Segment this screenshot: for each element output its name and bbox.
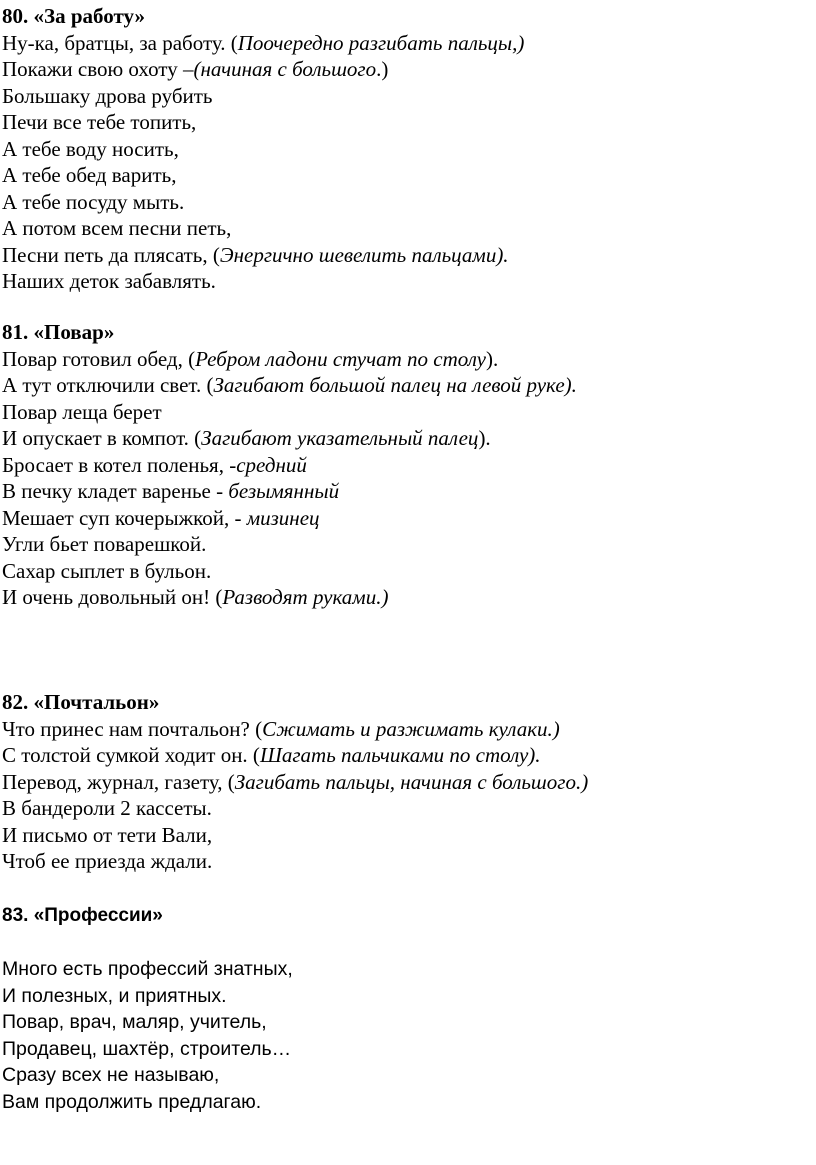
poem-line: Печи все тебе топить,	[2, 110, 197, 134]
section-title: 80. «За работу»	[2, 4, 146, 28]
poem-line: Сразу всех не называю,	[2, 1064, 220, 1086]
poem-line: Перевод, журнал, газету, (Загибать пальцы, начиная с большого.)	[2, 769, 589, 794]
poem-line: А тебе воду носить,	[2, 136, 179, 161]
poem-line: Ну-ка, братцы, за работу. (Поочередно разгибать пальцы,)	[2, 30, 525, 55]
section-title: 82. «Почтальон»	[2, 690, 160, 714]
poem-line: А тут отключили свет. (Загибают большой палец на левой руке).	[2, 373, 577, 397]
poem-line: И опускает в компот. (Загибают указательный палец).	[2, 426, 491, 450]
instruction-note: Сжимать и разжимать кулаки.)	[262, 716, 560, 741]
section-professii	[2, 903, 293, 1115]
poem-line: Вам продолжить предлагаю.	[2, 1090, 262, 1113]
instruction-note: Энергично шевелить пальцами).	[219, 242, 509, 267]
section-za-rabotu	[2, 3, 524, 295]
poem-line: А потом всем песни петь,	[2, 216, 232, 240]
poem-line: И полезных, и приятных.	[2, 984, 227, 1007]
poem-line: Покажи свою охоту –(начиная с большого.)	[2, 57, 389, 81]
poem-line: Много есть профессий знатных,	[2, 958, 293, 980]
section-title: 81. «Повар»	[2, 320, 115, 344]
instruction-note: Поочередно разгибать пальцы,)	[237, 30, 525, 55]
instruction-note: безымянный	[228, 479, 340, 503]
instruction-note: Шагать пальчиками по столу).	[259, 743, 541, 767]
instruction-note: Разводят руками.)	[222, 585, 389, 609]
instruction-note: средний	[236, 452, 307, 477]
section-povar	[2, 319, 577, 611]
poem-line: Повар готовил обед, (Ребром ладони стучат по столу).	[2, 346, 499, 371]
poem-line: И очень довольный он! (Разводят руками.)	[2, 585, 389, 609]
section-pochtalon	[2, 689, 588, 875]
instruction-note: Ребром ладони стучат по столу	[195, 346, 486, 371]
poem-line: Повар, врач, маляр, учитель,	[2, 1011, 267, 1033]
poem-line: А тебе обед варить,	[2, 163, 177, 187]
poem-line: В бандероли 2 кассеты.	[2, 796, 212, 820]
instruction-note: мизинец	[246, 505, 320, 530]
poem-line: Угли бьет поварешкой.	[2, 532, 207, 556]
poem-line: Песни петь да плясать, (Энергично шевелить пальцами).	[2, 242, 509, 267]
poem-line: В печку кладет варенье - безымянный	[2, 479, 340, 503]
poem-line: С толстой сумкой ходит он. (Шагать пальчиками по столу).	[2, 743, 541, 767]
poem-line: Продавец, шахтёр, строитель…	[2, 1037, 292, 1060]
instruction-note: (начиная с большого	[193, 57, 377, 81]
section-title: 83. «Профессии»	[2, 905, 163, 926]
poem-line: Сахар сыплет в бульон.	[2, 558, 212, 583]
poem-line: Мешает суп кочерыжкой, - мизинец	[2, 505, 320, 530]
poem-line: Большаку дрова рубить	[2, 83, 213, 108]
poem-line: Повар леща берет	[2, 399, 162, 424]
poem-line: Наших деток забавлять.	[2, 269, 216, 293]
instruction-note: Загибают указательный палец	[201, 426, 479, 450]
poem-line: Что принес нам почтальон? (Сжимать и разжимать кулаки.)	[2, 716, 560, 741]
instruction-note: Загибают большой палец на левой руке).	[213, 373, 577, 397]
poem-line: И письмо от тети Вали,	[2, 822, 213, 847]
poem-line: Бросает в котел поленья, -средний	[2, 452, 307, 477]
poem-line: А тебе посуду мыть.	[2, 189, 185, 214]
instruction-note: Загибать пальцы, начиная с большого.)	[234, 769, 589, 794]
poem-line: Чтоб ее приезда ждали.	[2, 849, 213, 873]
